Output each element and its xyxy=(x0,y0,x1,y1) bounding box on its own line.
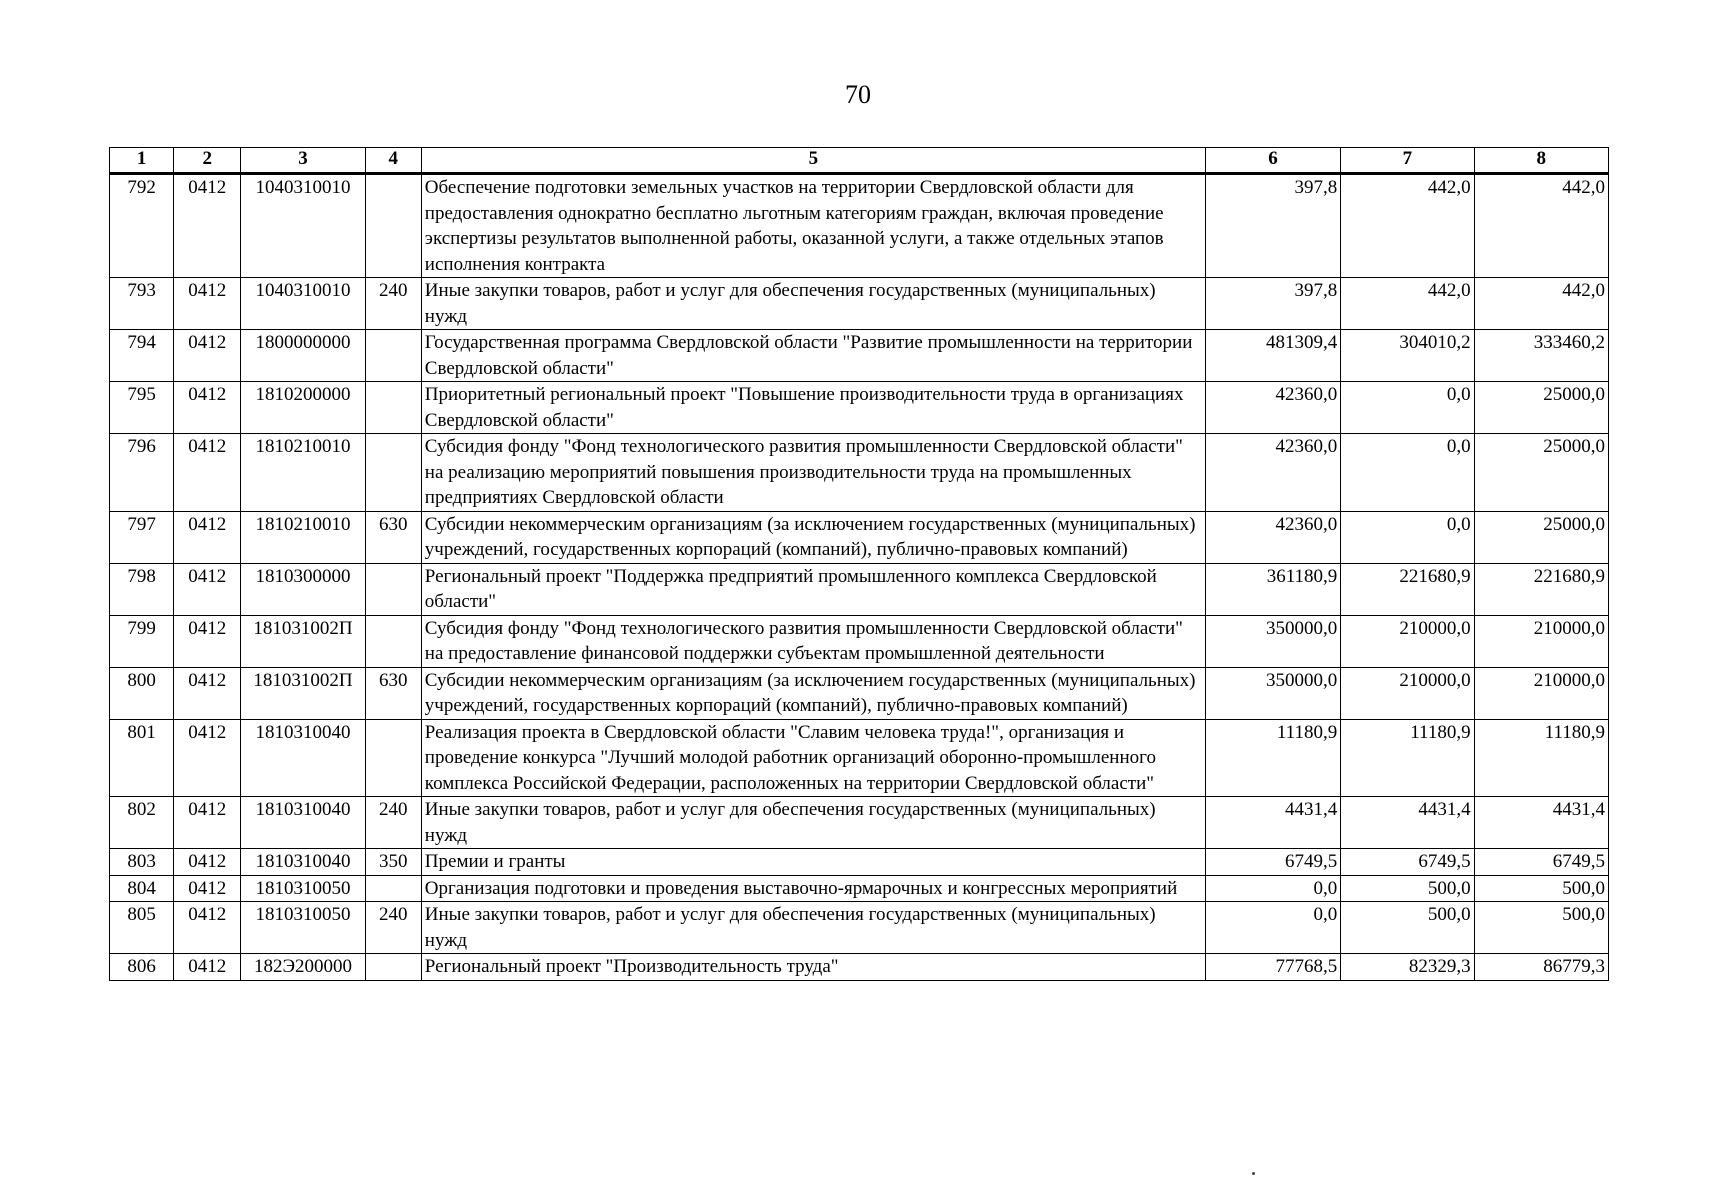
amount-col-6-cell: 481309,4 xyxy=(1205,330,1340,382)
amount-col-8-cell: 442,0 xyxy=(1474,278,1608,330)
target-article-code-cell: 1810310040 xyxy=(241,849,365,876)
section-code-cell: 0412 xyxy=(174,434,241,512)
amount-col-7-cell: 0,0 xyxy=(1341,434,1474,512)
expense-type-code-cell xyxy=(365,719,421,797)
target-article-code-cell: 181031002П xyxy=(241,667,365,719)
row-number-cell: 795 xyxy=(110,382,174,434)
row-number-cell: 792 xyxy=(110,174,174,278)
table-row xyxy=(110,563,1609,615)
amount-col-8-cell: 86779,3 xyxy=(1474,954,1608,981)
header-col-5: 5 xyxy=(421,148,1205,174)
item-name-cell: Субсидия фонду "Фонд технологического развития промышленности Свердловской области" на предоставление финансовой поддержки субъектам промышленной деятельности xyxy=(421,615,1205,667)
table-row xyxy=(110,719,1609,797)
amount-col-8-cell: 25000,0 xyxy=(1474,434,1608,512)
item-name-cell: Организация подготовки и проведения выставочно-ярмарочных и конгрессных мероприятий xyxy=(421,875,1205,902)
amount-col-6-cell: 397,8 xyxy=(1205,278,1340,330)
row-number-cell: 794 xyxy=(110,330,174,382)
table-row xyxy=(110,174,1609,278)
expense-type-code-cell xyxy=(365,563,421,615)
amount-col-7-cell: 4431,4 xyxy=(1341,797,1474,849)
section-code-cell: 0412 xyxy=(174,849,241,876)
amount-col-6-cell: 350000,0 xyxy=(1205,615,1340,667)
item-name-cell: Иные закупки товаров, работ и услуг для обеспечения государственных (муниципальных) нужд xyxy=(421,278,1205,330)
item-name-cell: Премии и гранты xyxy=(421,849,1205,876)
target-article-code-cell: 1040310010 xyxy=(241,174,365,278)
section-code-cell: 0412 xyxy=(174,330,241,382)
expense-type-code-cell: 240 xyxy=(365,797,421,849)
amount-col-6-cell: 350000,0 xyxy=(1205,667,1340,719)
target-article-code-cell: 1040310010 xyxy=(241,278,365,330)
table-row xyxy=(110,902,1609,954)
header-col-1: 1 xyxy=(110,148,174,174)
expense-type-code-cell xyxy=(365,330,421,382)
header-col-6: 6 xyxy=(1205,148,1340,174)
row-number-cell: 806 xyxy=(110,954,174,981)
row-number-cell: 804 xyxy=(110,875,174,902)
amount-col-6-cell: 77768,5 xyxy=(1205,954,1340,981)
amount-col-6-cell: 6749,5 xyxy=(1205,849,1340,876)
row-number-cell: 797 xyxy=(110,511,174,563)
item-name-cell: Субсидии некоммерческим организациям (за исключением государственных (муниципальных) учреждений, государственных корпораций (компаний), публично-правовых компаний) xyxy=(421,511,1205,563)
section-code-cell: 0412 xyxy=(174,563,241,615)
amount-col-7-cell: 210000,0 xyxy=(1341,667,1474,719)
section-code-cell: 0412 xyxy=(174,615,241,667)
table-row xyxy=(110,667,1609,719)
header-col-8: 8 xyxy=(1474,148,1608,174)
target-article-code-cell: 1810210010 xyxy=(241,511,365,563)
target-article-code-cell: 1810300000 xyxy=(241,563,365,615)
row-number-cell: 801 xyxy=(110,719,174,797)
header-row xyxy=(110,148,1609,174)
table-row xyxy=(110,875,1609,902)
expense-type-code-cell xyxy=(365,382,421,434)
expense-type-code-cell xyxy=(365,615,421,667)
amount-col-7-cell: 82329,3 xyxy=(1341,954,1474,981)
target-article-code-cell: 1810310040 xyxy=(241,797,365,849)
section-code-cell: 0412 xyxy=(174,954,241,981)
header-col-2: 2 xyxy=(174,148,241,174)
target-article-code-cell: 1800000000 xyxy=(241,330,365,382)
header-col-7: 7 xyxy=(1341,148,1474,174)
table-row xyxy=(110,278,1609,330)
table-row xyxy=(110,615,1609,667)
section-code-cell: 0412 xyxy=(174,511,241,563)
amount-col-8-cell: 333460,2 xyxy=(1474,330,1608,382)
expense-type-code-cell xyxy=(365,954,421,981)
row-number-cell: 802 xyxy=(110,797,174,849)
row-number-cell: 796 xyxy=(110,434,174,512)
amount-col-7-cell: 0,0 xyxy=(1341,382,1474,434)
amount-col-7-cell: 221680,9 xyxy=(1341,563,1474,615)
amount-col-6-cell: 0,0 xyxy=(1205,875,1340,902)
expense-type-code-cell: 630 xyxy=(365,667,421,719)
expense-type-code-cell: 240 xyxy=(365,278,421,330)
amount-col-7-cell: 442,0 xyxy=(1341,278,1474,330)
amount-col-8-cell: 6749,5 xyxy=(1474,849,1608,876)
row-number-cell: 803 xyxy=(110,849,174,876)
item-name-cell: Приоритетный региональный проект "Повышение производительности труда в организациях Свердловской области" xyxy=(421,382,1205,434)
row-number-cell: 793 xyxy=(110,278,174,330)
item-name-cell: Иные закупки товаров, работ и услуг для обеспечения государственных (муниципальных) нужд xyxy=(421,797,1205,849)
row-number-cell: 798 xyxy=(110,563,174,615)
amount-col-8-cell: 500,0 xyxy=(1474,875,1608,902)
amount-col-7-cell: 0,0 xyxy=(1341,511,1474,563)
section-code-cell: 0412 xyxy=(174,875,241,902)
target-article-code-cell: 1810310050 xyxy=(241,902,365,954)
amount-col-8-cell: 210000,0 xyxy=(1474,667,1608,719)
target-article-code-cell: 1810210010 xyxy=(241,434,365,512)
header-col-4: 4 xyxy=(365,148,421,174)
table-body xyxy=(110,174,1609,981)
table-header xyxy=(110,148,1609,174)
amount-col-6-cell: 0,0 xyxy=(1205,902,1340,954)
expense-type-code-cell: 350 xyxy=(365,849,421,876)
section-code-cell: 0412 xyxy=(174,382,241,434)
amount-col-6-cell: 11180,9 xyxy=(1205,719,1340,797)
row-number-cell: 799 xyxy=(110,615,174,667)
item-name-cell: Региональный проект "Поддержка предприятий промышленного комплекса Свердловской области" xyxy=(421,563,1205,615)
table-row xyxy=(110,330,1609,382)
table-row xyxy=(110,849,1609,876)
amount-col-8-cell: 25000,0 xyxy=(1474,511,1608,563)
item-name-cell: Обеспечение подготовки земельных участков на территории Свердловской области для предоставления однократно бесплатно льготным категориям граждан, включая проведение экспертизы результатов выполненной работы, оказанной услуги, а также отдельных этапов исполнения контракта xyxy=(421,174,1205,278)
table-row xyxy=(110,797,1609,849)
amount-col-6-cell: 361180,9 xyxy=(1205,563,1340,615)
budget-table xyxy=(109,147,1609,981)
row-number-cell: 805 xyxy=(110,902,174,954)
target-article-code-cell: 182Э200000 xyxy=(241,954,365,981)
amount-col-8-cell: 4431,4 xyxy=(1474,797,1608,849)
header-col-3: 3 xyxy=(241,148,365,174)
expense-type-code-cell: 240 xyxy=(365,902,421,954)
amount-col-7-cell: 210000,0 xyxy=(1341,615,1474,667)
amount-col-7-cell: 6749,5 xyxy=(1341,849,1474,876)
amount-col-6-cell: 397,8 xyxy=(1205,174,1340,278)
amount-col-8-cell: 25000,0 xyxy=(1474,382,1608,434)
scan-speck xyxy=(1252,1172,1255,1175)
amount-col-8-cell: 221680,9 xyxy=(1474,563,1608,615)
amount-col-7-cell: 442,0 xyxy=(1341,174,1474,278)
expense-type-code-cell xyxy=(365,875,421,902)
table-row xyxy=(110,954,1609,981)
section-code-cell: 0412 xyxy=(174,278,241,330)
amount-col-7-cell: 500,0 xyxy=(1341,875,1474,902)
item-name-cell: Региональный проект "Производительность труда" xyxy=(421,954,1205,981)
table-row xyxy=(110,434,1609,512)
amount-col-6-cell: 42360,0 xyxy=(1205,434,1340,512)
item-name-cell: Иные закупки товаров, работ и услуг для обеспечения государственных (муниципальных) нужд xyxy=(421,902,1205,954)
expense-type-code-cell xyxy=(365,174,421,278)
row-number-cell: 800 xyxy=(110,667,174,719)
amount-col-6-cell: 42360,0 xyxy=(1205,382,1340,434)
target-article-code-cell: 181031002П xyxy=(241,615,365,667)
page-number: 70 xyxy=(845,80,871,109)
amount-col-6-cell: 42360,0 xyxy=(1205,511,1340,563)
amount-col-7-cell: 11180,9 xyxy=(1341,719,1474,797)
amount-col-6-cell: 4431,4 xyxy=(1205,797,1340,849)
target-article-code-cell: 1810310040 xyxy=(241,719,365,797)
target-article-code-cell: 1810200000 xyxy=(241,382,365,434)
section-code-cell: 0412 xyxy=(174,719,241,797)
expense-type-code-cell: 630 xyxy=(365,511,421,563)
item-name-cell: Государственная программа Свердловской области "Развитие промышленности на территории Свердловской области" xyxy=(421,330,1205,382)
table-row xyxy=(110,382,1609,434)
amount-col-8-cell: 210000,0 xyxy=(1474,615,1608,667)
target-article-code-cell: 1810310050 xyxy=(241,875,365,902)
item-name-cell: Субсидии некоммерческим организациям (за исключением государственных (муниципальных) учреждений, государственных корпораций (компаний), публично-правовых компаний) xyxy=(421,667,1205,719)
amount-col-8-cell: 11180,9 xyxy=(1474,719,1608,797)
amount-col-7-cell: 304010,2 xyxy=(1341,330,1474,382)
section-code-cell: 0412 xyxy=(174,902,241,954)
section-code-cell: 0412 xyxy=(174,174,241,278)
table-row xyxy=(110,511,1609,563)
section-code-cell: 0412 xyxy=(174,797,241,849)
amount-col-8-cell: 500,0 xyxy=(1474,902,1608,954)
expense-type-code-cell xyxy=(365,434,421,512)
item-name-cell: Реализация проекта в Свердловской области "Славим человека труда!", организация и проведение конкурса "Лучший молодой работник организаций оборонно-промышленного комплекса Российской Федерации, расположенных на территории Свердловской области" xyxy=(421,719,1205,797)
item-name-cell: Субсидия фонду "Фонд технологического развития промышленности Свердловской области" на реализацию мероприятий повышения производительности труда на промышленных предприятиях Свердловской области xyxy=(421,434,1205,512)
section-code-cell: 0412 xyxy=(174,667,241,719)
amount-col-7-cell: 500,0 xyxy=(1341,902,1474,954)
amount-col-8-cell: 442,0 xyxy=(1474,174,1608,278)
